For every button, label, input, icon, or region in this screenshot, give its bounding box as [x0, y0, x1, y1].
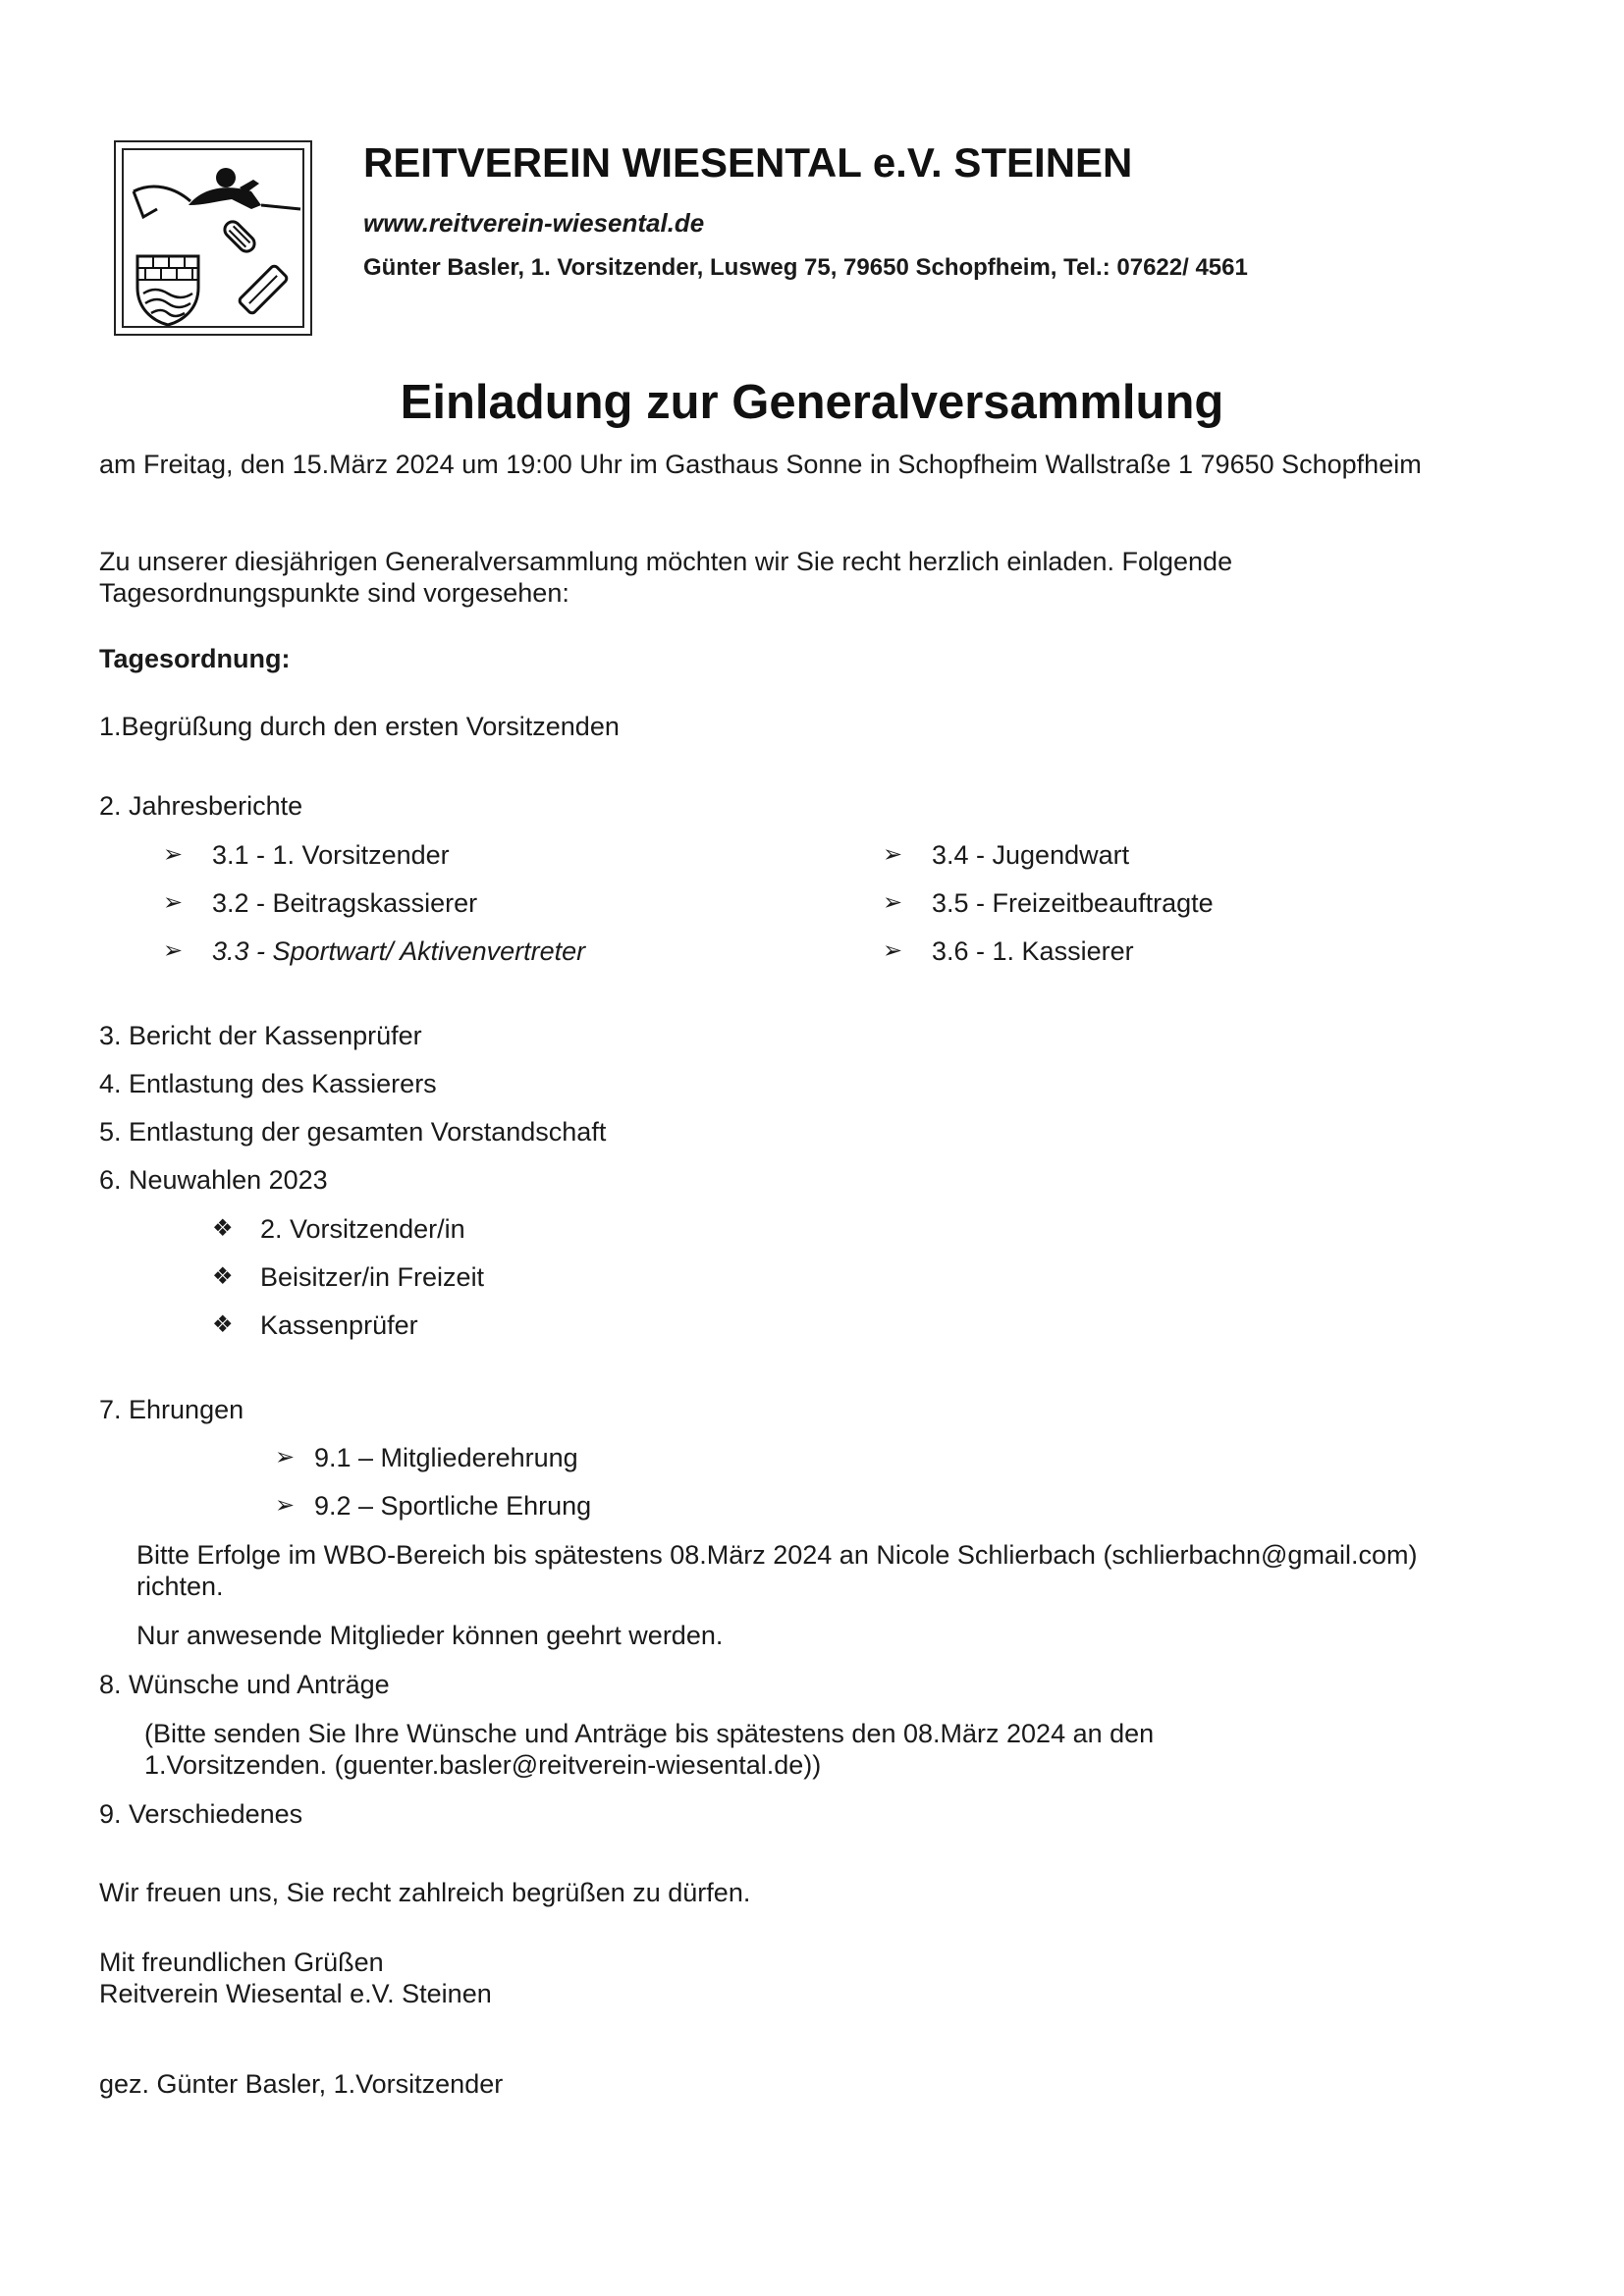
agenda-item-2: 2. Jahresberichte	[99, 791, 303, 821]
report-item: 3.4 - Jugendwart	[932, 840, 1130, 870]
arrow-bullet-icon: ➢	[275, 1444, 296, 1470]
club-contact-line: Günter Basler, 1. Vorsitzender, Lusweg 75, 79650 Schopfheim, Tel.: 07622/ 4561	[363, 254, 1248, 281]
report-item: 3.3 - Sportwart/ Aktivenvertreter	[212, 936, 586, 966]
agenda-item-3: 3. Bericht der Kassenprüfer	[99, 1021, 422, 1050]
intro-line-2: Tagesordnungspunkte sind vorgesehen:	[99, 578, 569, 608]
report-item: 3.6 - 1. Kassierer	[932, 936, 1134, 966]
closing-club: Reitverein Wiesental e.V. Steinen	[99, 1979, 492, 2008]
honors-note-line-2: richten.	[136, 1572, 224, 1601]
diamond-bullet-icon: ❖	[212, 1215, 234, 1242]
agenda-item-7: 7. Ehrungen	[99, 1395, 244, 1424]
club-website[interactable]: www.reitverein-wiesental.de	[363, 208, 705, 238]
report-item: 3.1 - 1. Vorsitzender	[212, 840, 450, 870]
report-item: 3.5 - Freizeitbeauftragte	[932, 888, 1214, 918]
honor-item: 9.2 – Sportliche Ehrung	[314, 1491, 592, 1521]
agenda-item-1: 1.Begrüßung durch den ersten Vorsitzenden	[99, 712, 620, 741]
report-item: 3.2 - Beitragskassierer	[212, 888, 478, 918]
arrow-bullet-icon: ➢	[883, 889, 903, 916]
agenda-item-4: 4. Entlastung des Kassierers	[99, 1069, 437, 1098]
honors-note-attendance: Nur anwesende Mitglieder können geehrt werden.	[136, 1621, 724, 1650]
arrow-bullet-icon: ➢	[163, 937, 184, 964]
arrow-bullet-icon: ➢	[163, 841, 184, 868]
election-item: Kassenprüfer	[260, 1310, 418, 1340]
agenda-item-6: 6. Neuwahlen 2023	[99, 1165, 328, 1195]
document-title: Einladung zur Generalversammlung	[400, 376, 1224, 429]
club-logo	[114, 140, 312, 336]
closing-greeting: Mit freundlichen Grüßen	[99, 1948, 384, 1977]
wishes-note-line-2: 1.Vorsitzenden. (guenter.basler@reitverein-wiesental.de))	[144, 1750, 822, 1780]
signature: gez. Günter Basler, 1.Vorsitzender	[99, 2069, 504, 2099]
arrow-bullet-icon: ➢	[883, 841, 903, 868]
agenda-heading: Tagesordnung:	[99, 644, 291, 673]
election-item: 2. Vorsitzender/in	[260, 1214, 465, 1244]
agenda-item-8: 8. Wünsche und Anträge	[99, 1670, 390, 1699]
honors-note-line-1: Bitte Erfolge im WBO-Bereich bis spätestens 08.März 2024 an Nicole Schlierbach (schlierbachn@gmail.com)	[136, 1540, 1418, 1570]
diamond-bullet-icon: ❖	[212, 1311, 234, 1338]
intro-line-1: Zu unserer diesjährigen Generalversammlung möchten wir Sie recht herzlich einladen. Folgende	[99, 547, 1233, 576]
club-crest-icon	[114, 140, 312, 336]
diamond-bullet-icon: ❖	[212, 1263, 234, 1290]
meeting-info: am Freitag, den 15.März 2024 um 19:00 Uhr im Gasthaus Sonne in Schopfheim Wallstraße 1 79650 Schopfheim	[99, 450, 1422, 479]
election-item: Beisitzer/in Freizeit	[260, 1262, 485, 1292]
agenda-item-5: 5. Entlastung der gesamten Vorstandschaft	[99, 1117, 607, 1147]
honor-item: 9.1 – Mitgliederehrung	[314, 1443, 578, 1472]
arrow-bullet-icon: ➢	[163, 889, 184, 916]
arrow-bullet-icon: ➢	[883, 937, 903, 964]
agenda-item-9: 9. Verschiedenes	[99, 1799, 303, 1829]
arrow-bullet-icon: ➢	[275, 1492, 296, 1519]
wishes-note-line-1: (Bitte senden Sie Ihre Wünsche und Anträge bis spätestens den 08.März 2024 an den	[144, 1719, 1155, 1748]
closing-welcome: Wir freuen uns, Sie recht zahlreich begrüßen zu dürfen.	[99, 1878, 751, 1907]
club-name: REITVEREIN WIESENTAL e.V. STEINEN	[363, 139, 1133, 186]
